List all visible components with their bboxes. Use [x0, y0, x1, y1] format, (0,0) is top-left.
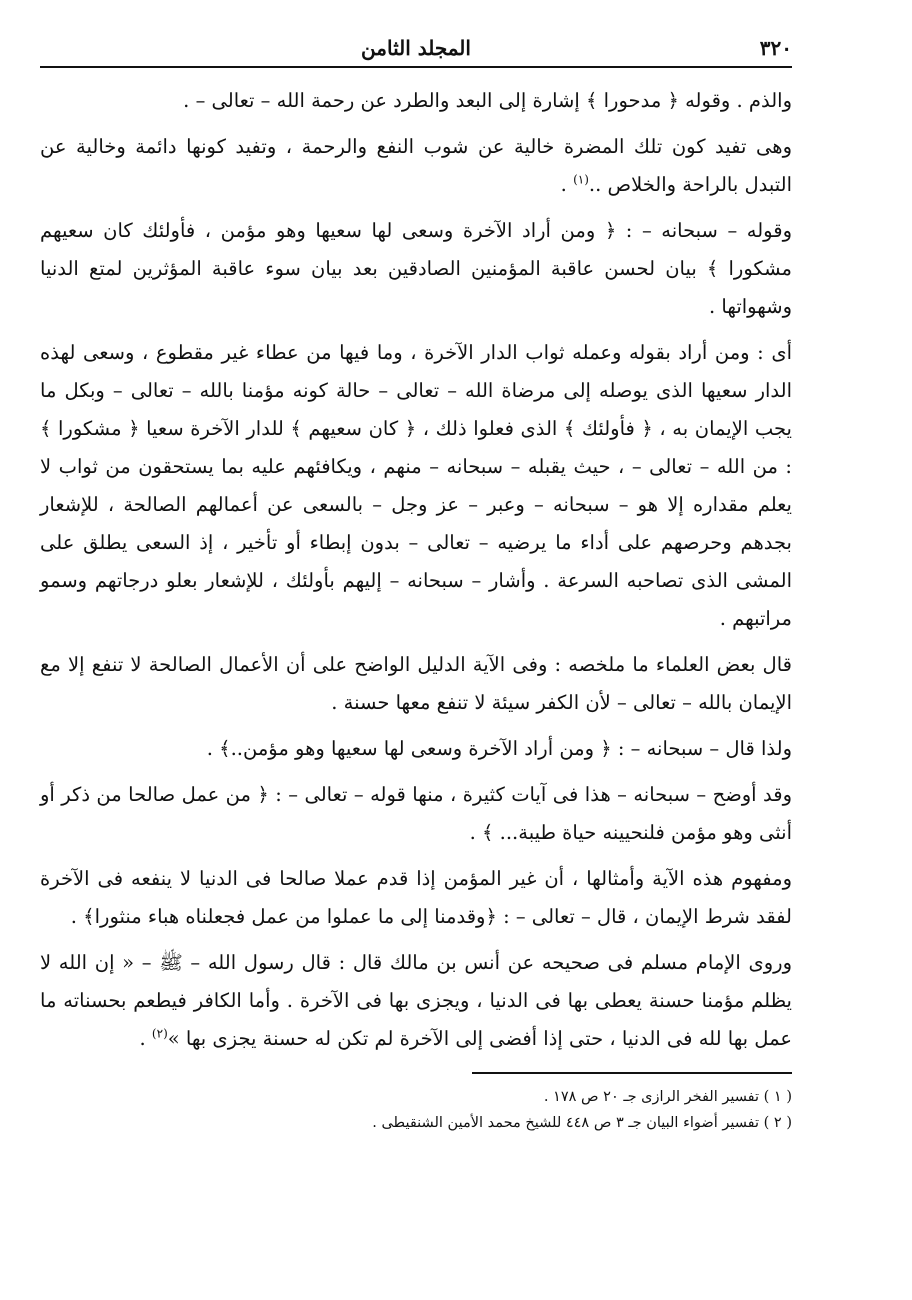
book-page — [40, 30, 792, 1300]
footnote-reference: (٢) — [151, 1026, 168, 1041]
paragraph: ومفهوم هذه الآية وأمثالها ، أن غير المؤمن إذا قدم عملا صالحا فى الدنيا لا ينفعه فى الآخرة لفقد شرط الإيمان ، قال – تعالى – : ﴿وقدمنا إلى ما عملوا من عمل فجعلناه هباء منثورا﴾ . — [40, 867, 792, 928]
page-number: ٣٢٠ — [759, 36, 792, 60]
footnote-reference: (١) — [573, 172, 589, 187]
footnote: ( ٢ ) تفسير أضواء البيان جـ ٣ ص ٤٤٨ للشيخ محمد الأمين الشنقيطى . — [372, 1115, 792, 1131]
volume-title: المجلد الثامن — [361, 36, 471, 60]
paragraph: أى : ومن أراد بقوله وعمله ثواب الدار الآخرة ، وما فيها من عطاء غير مقطوع ، وسعى لهذه الدار سعيها الذى يوصله إلى مرضاة الله – تعالى – حالة كونه مؤمنا بالله – تعالى – وبكل ما يجب الإيمان به ، ﴿ فأولئك ﴾ الذى فعلوا ذلك ، ﴿ كان سعيهم ﴾ للدار الآخرة سعيا ﴿ مشكورا ﴾ : من الله – تعالى – ، حيث يقبله – سبحانه – منهم ، ويكافئهم عليه بما يستحقون من ثواب لا يعلم مقداره إلا هو – سبحانه – وعبر – عز وجل – بالسعى عن أعمالهم الصالحة ، للإشعار بجدهم وحرصهم على أداء ما يرضيه – تعالى – بدون إبطاء أو تأخير ، إذ السعى يطلق على المشى الذى تصاحبه السرعة . وأشار – سبحانه – إليهم بأولئك ، للإشعار بعلو درجاتهم وسمو مراتبهم . — [40, 341, 792, 630]
paragraph: وقوله – سبحانه – : ﴿ ومن أراد الآخرة وسعى لها سعيها وهو مؤمن ، فأولئك كان سعيهم مشكورا ﴾ بيان لحسن عاقبة المؤمنين الصادقين بعد بيان سوء عاقبة المؤثرين لمتع الدنيا وشهواتها . — [40, 219, 792, 318]
paragraph: وقد أوضح – سبحانه – هذا فى آيات كثيرة ، منها قوله – تعالى – : ﴿ من عمل صالحا من ذكر أو أنثى وهو مؤمن فلنحيينه حياة طيبة... ﴾ . — [40, 783, 792, 844]
paragraph: ولذا قال – سبحانه – : ﴿ ومن أراد الآخرة وسعى لها سعيها وهو مؤمن..﴾ . — [206, 737, 792, 760]
main-text — [40, 82, 792, 1058]
paragraph: والذم . وقوله ﴿ مدحورا ﴾ إشارة إلى البعد والطرد عن رحمة الله – تعالى – . — [183, 89, 792, 112]
paragraph: قال بعض العلماء ما ملخصه : وفى الآية الدليل الواضح على أن الأعمال الصالحة لا تنفع إلا مع الإيمان بالله – تعالى – لأن الكفر سيئة لا تنفع معها حسنة . — [40, 653, 792, 714]
running-header — [40, 30, 792, 68]
footnote: ( ١ ) تفسير الفخر الرازى جـ ٢٠ ص ١٧٨ . — [543, 1089, 792, 1105]
footnote-divider — [472, 1072, 792, 1074]
paragraph: وهى تفيد كون تلك المضرة خالية عن شوب النفع والرحمة ، وتفيد كونها دائمة وخالية عن التبدل بالراحة والخلاص ..$^{(١)}$ . — [40, 135, 792, 196]
paragraph: وروى الإمام مسلم فى صحيحه عن أنس بن مالك قال : قال رسول الله – ﷺ – « إن الله لا يظلم مؤمنا حسنة يعطى بها فى الدنيا ، ويجزى بها فى الآخرة . وأما الكافر فيطعم بحسناته ما عمل بها لله فى الدنيا ، حتى إذا أفضى إلى الآخرة لم تكن له حسنة يجزى بها »$^{(٢)}$ . — [40, 951, 792, 1050]
footnotes — [40, 1084, 792, 1136]
